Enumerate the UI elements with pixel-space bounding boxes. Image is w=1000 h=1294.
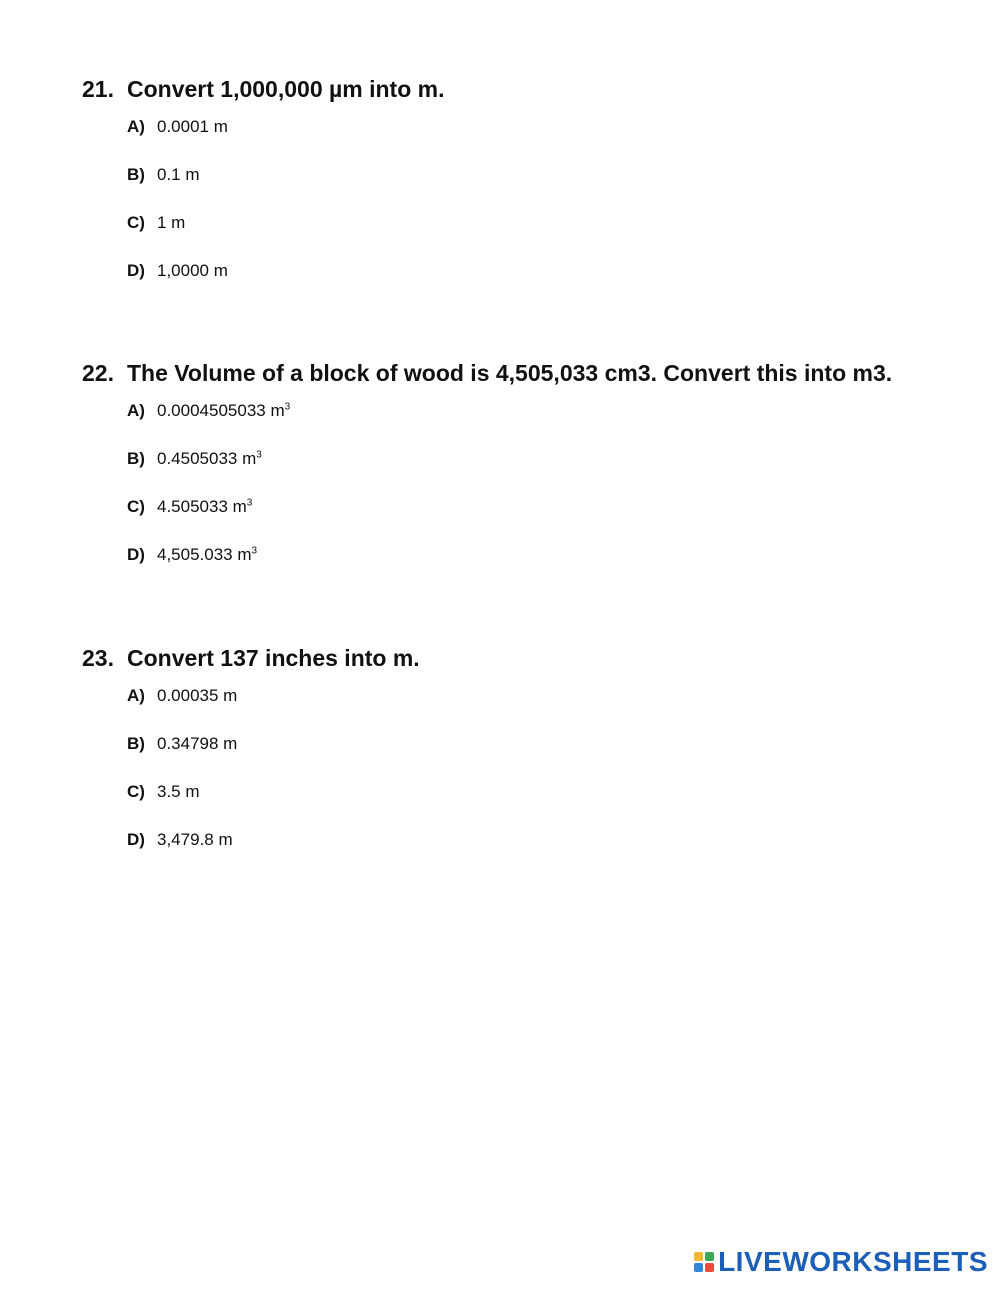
option-letter: B) (127, 165, 145, 184)
option-letter: C) (127, 497, 145, 516)
option-letter: B) (127, 449, 145, 468)
answer-option-d[interactable] (127, 261, 982, 309)
answer-option-a[interactable] (127, 401, 982, 449)
answer-option-c[interactable] (127, 213, 982, 261)
answer-option-a[interactable] (127, 686, 982, 734)
option-letter: B) (127, 734, 145, 753)
answer-options (82, 117, 982, 309)
logo-block (705, 1263, 714, 1272)
question-header (82, 75, 982, 103)
question-prompt: Convert 137 inches into m. (127, 645, 420, 671)
option-text: 0.34798 m (157, 734, 238, 753)
answer-option-c[interactable] (127, 782, 982, 830)
option-letter: A) (127, 686, 145, 705)
option-text: 1,0000 m (157, 261, 228, 280)
question-number: 23. (82, 645, 114, 671)
answer-option-b[interactable] (127, 165, 982, 213)
liveworksheets-logo (694, 1246, 988, 1278)
option-text: 4,505.033 $m^3$ (157, 545, 258, 564)
option-letter: D) (127, 261, 145, 280)
answer-options (82, 686, 982, 878)
option-text: 0.1 m (157, 165, 200, 184)
option-letter: C) (127, 213, 145, 232)
question-23 (82, 644, 982, 878)
option-text: 3,479.8 m (157, 830, 233, 849)
question-22 (82, 359, 982, 593)
option-letter: D) (127, 545, 145, 564)
answer-option-d[interactable] (127, 545, 982, 593)
answer-option-c[interactable] (127, 497, 982, 545)
question-header (82, 644, 982, 672)
option-text: 0.4505033 $m^3$ (157, 449, 262, 468)
option-text: 0.00035 m (157, 686, 238, 705)
logo-blocks-icon (694, 1252, 714, 1272)
answer-option-d[interactable] (127, 830, 982, 878)
option-letter: A) (127, 117, 145, 136)
option-letter: A) (127, 401, 145, 420)
option-text: 4.505033 $m^3$ (157, 497, 253, 516)
logo-block (694, 1263, 703, 1272)
option-text: 0.0001 m (157, 117, 228, 136)
question-header (82, 359, 982, 387)
answer-option-b[interactable] (127, 734, 982, 782)
option-letter: D) (127, 830, 145, 849)
question-21 (82, 75, 982, 309)
logo-text: LIVEWORKSHEETS (718, 1246, 988, 1277)
logo-block (705, 1252, 714, 1261)
option-text: 1 m (157, 213, 186, 232)
logo-block (694, 1252, 703, 1261)
question-prompt: The Volume of a block of wood is 4,505,033 cm3. Convert this into m3. (127, 360, 893, 386)
option-text: 3.5 m (157, 782, 200, 801)
option-letter: C) (127, 782, 145, 801)
question-prompt: Convert 1,000,000 µm into m. (127, 76, 445, 102)
answer-option-a[interactable] (127, 117, 982, 165)
option-text: 0.0004505033 $m^3$ (157, 401, 291, 420)
question-number: 21. (82, 76, 114, 102)
answer-options (82, 401, 982, 593)
answer-option-b[interactable] (127, 449, 982, 497)
question-number: 22. (82, 360, 114, 386)
